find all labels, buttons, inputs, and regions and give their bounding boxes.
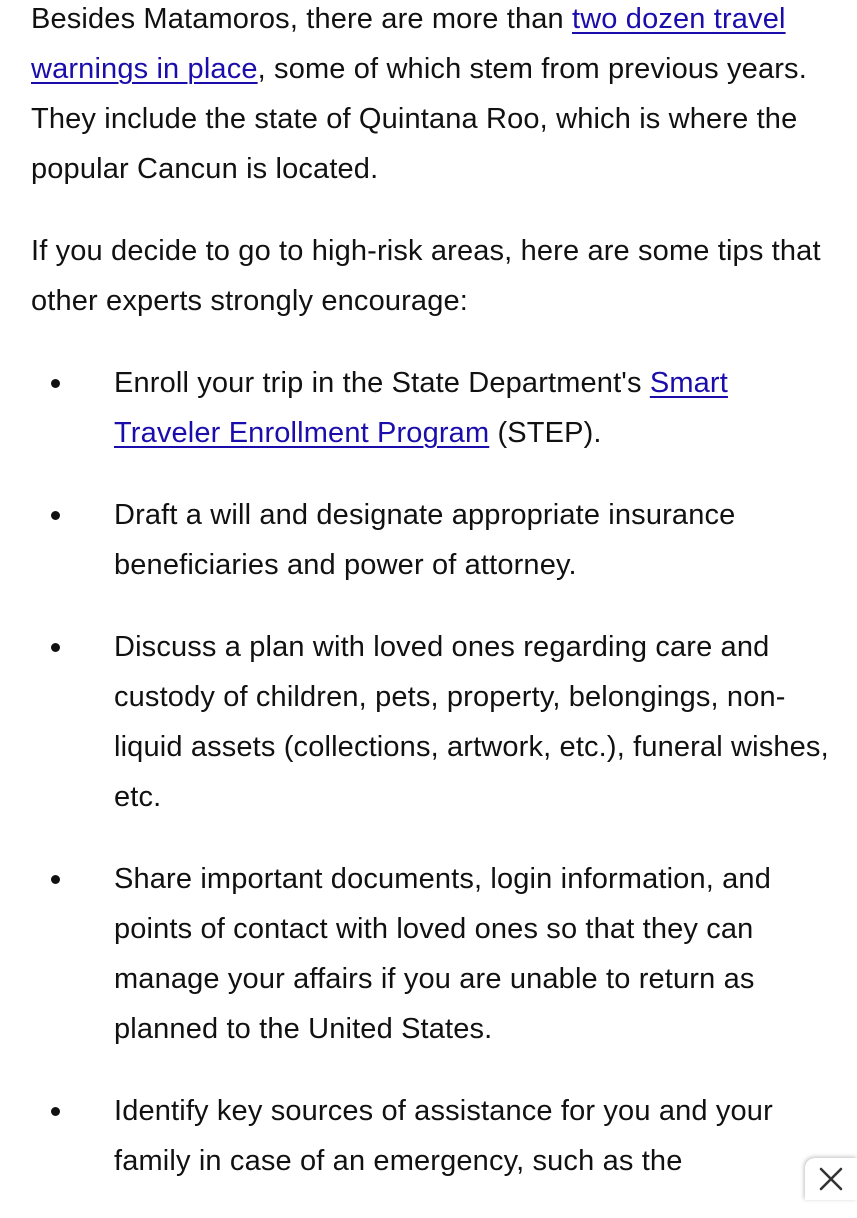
tip-text: Identify key sources of assistance for you and your family in case of an emergency, such as the: [114, 1095, 773, 1177]
close-icon: [818, 1166, 844, 1192]
list-item-share-documents: [31, 854, 831, 1054]
list-item-draft-will: [31, 490, 831, 590]
tips-lead-paragraph: If you decide to go to high-risk areas, here are some tips that other experts strongly encourage:: [31, 235, 821, 317]
tip-text-after-link: (STEP).: [489, 417, 602, 449]
bullet-icon: [51, 511, 60, 520]
list-item-discuss-plan: [31, 622, 831, 822]
list-item-enroll-step: [31, 358, 831, 458]
bullet-icon: [51, 875, 60, 884]
article-body: [31, 0, 831, 1218]
intro-text-before-link: Besides Matamoros, there are more than: [31, 3, 572, 35]
tip-text-before-link: Enroll your trip in the State Department's: [114, 367, 650, 399]
bullet-icon: [51, 1107, 60, 1116]
intro-paragraph: [31, 0, 831, 194]
tip-text: Share important documents, login information, and points of contact with loved ones so that they can manage your affairs if you are unable to return as planned to the United States.: [114, 863, 771, 1045]
smart-traveler-enrollment-link[interactable]: Smart Traveler Enrollment Program: [114, 367, 728, 449]
bullet-icon: [51, 379, 60, 388]
bullet-icon: [51, 643, 60, 652]
intro-text-after-link: , some of which stem from previous years. They include the state of Quintana Roo, which is where the popular Cancun is located.: [31, 53, 807, 185]
close-button[interactable]: [805, 1158, 857, 1200]
tip-text: Discuss a plan with loved ones regarding care and custody of children, pets, property, belongings, non-liquid assets (collections, artwork, etc.), funeral wishes, etc.: [114, 631, 829, 813]
list-item-identify-assistance: [31, 1086, 831, 1186]
tips-list: [31, 358, 831, 1186]
travel-warnings-link[interactable]: two dozen travel warnings in place: [31, 3, 786, 85]
tip-text: Draft a will and designate appropriate insurance beneficiaries and power of attorney.: [114, 499, 736, 581]
